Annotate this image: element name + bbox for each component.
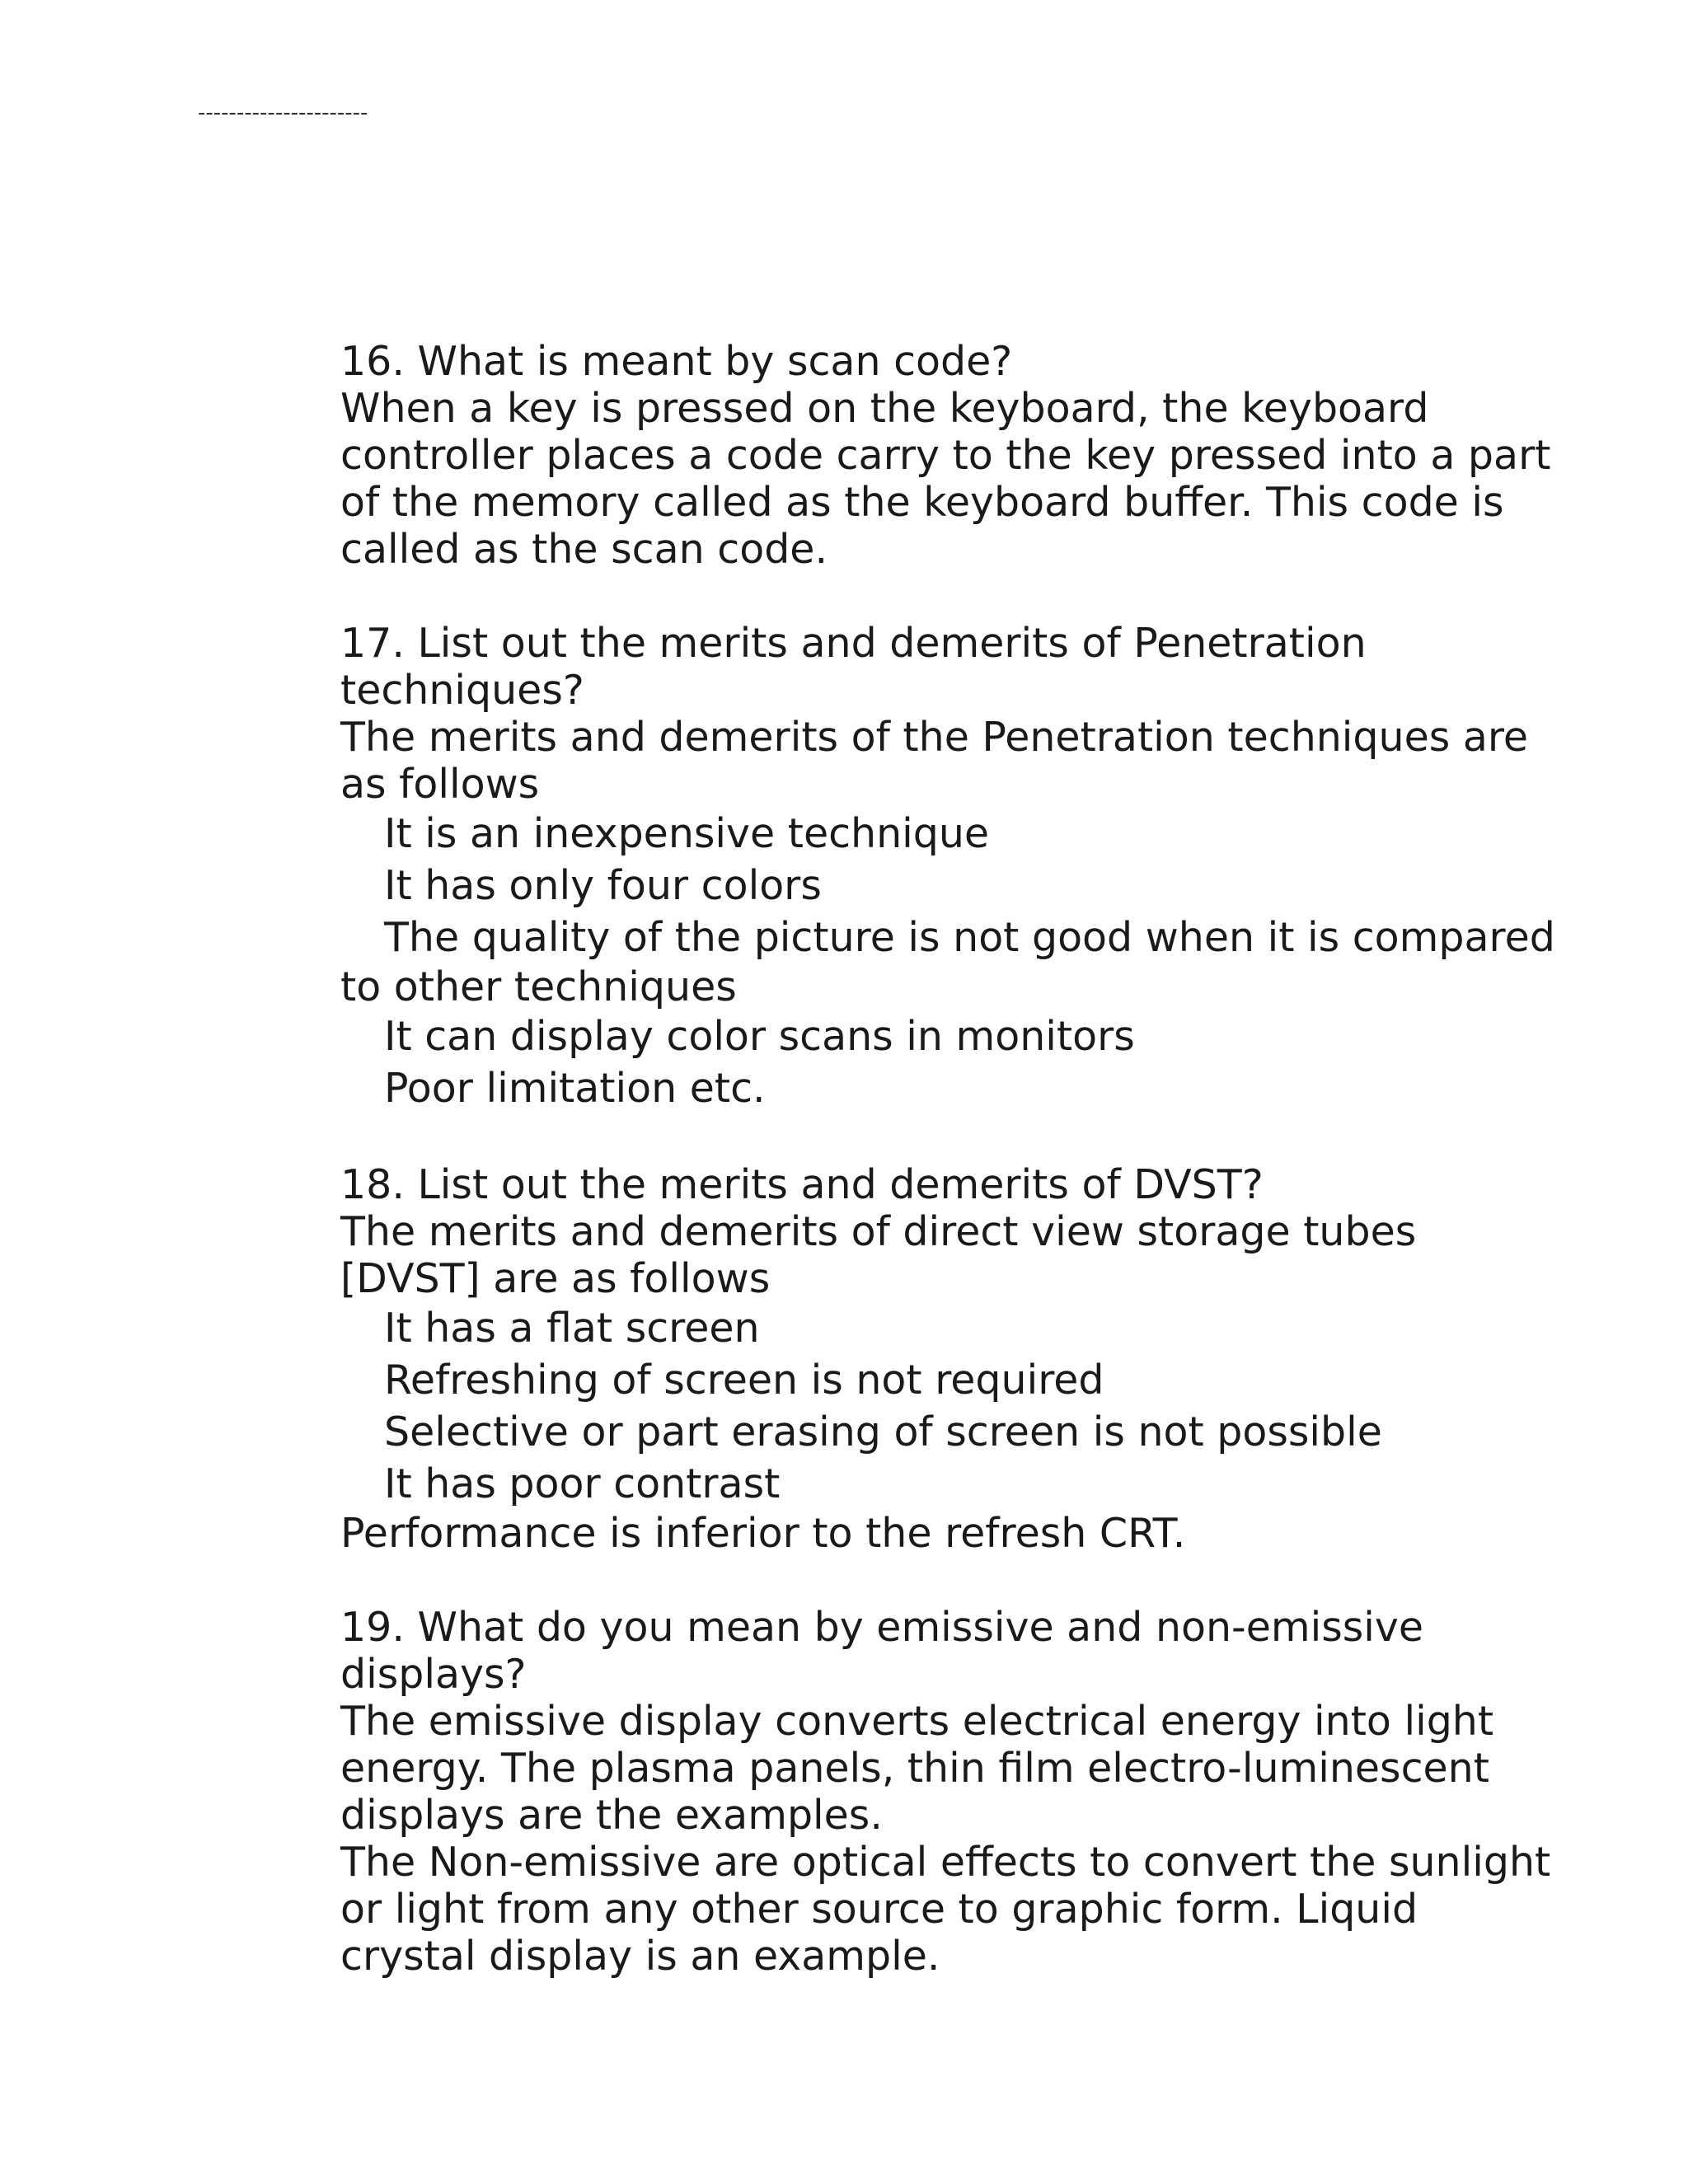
list-item: It has a flat screen [384,1305,760,1352]
answer-line: of the memory called as the keyboard buffer. This code is [340,479,1504,526]
header-rule: ---------------------- [198,101,368,125]
answer-line: [DVST] are as follows [340,1255,771,1302]
answer-line: as follows [340,761,540,808]
list-item: It has poor contrast [384,1460,781,1507]
section-18 [340,1161,1577,1557]
question-17: 17. List out the merits and demerits of Penetration [340,620,1367,667]
list-item-cont: to other techniques [340,963,737,1010]
answer-line: controller places a code carry to the key pressed into a part [340,432,1551,479]
question-19: 19. What do you mean by emissive and non-emissive [340,1604,1424,1651]
question-17-cont: techniques? [340,667,584,714]
answer-line: The merits and demerits of the Penetration techniques are [340,714,1529,761]
answer-line: The emissive display converts electrical energy into light [340,1698,1494,1745]
answer-line: called as the scan code. [340,526,828,573]
list-item: Poor limitation etc. [384,1065,766,1112]
list-item: The quality of the picture is not good when it is compared [384,914,1555,961]
question-18: 18. List out the merits and demerits of DVST? [340,1161,1264,1208]
list-item: Selective or part erasing of screen is not possible [384,1408,1382,1455]
section-17 [340,620,1577,1114]
closing-line: Performance is inferior to the refresh CRT. [340,1510,1186,1557]
document-body [340,338,1577,2027]
question-19-cont: displays? [340,1651,527,1698]
list-item: It can display color scans in monitors [384,1013,1135,1060]
answer-line: When a key is pressed on the keyboard, the keyboard [340,385,1429,432]
answer-line: crystal display is an example. [340,1933,940,1980]
question-16: 16. What is meant by scan code? [340,338,1013,385]
list-item: It has only four colors [384,862,822,909]
section-19 [340,1604,1577,1980]
answer-line: energy. The plasma panels, thin film electro-luminescent [340,1745,1489,1792]
answer-line: or light from any other source to graphic form. Liquid [340,1886,1418,1933]
list-item: Refreshing of screen is not required [384,1357,1104,1404]
answer-line: displays are the examples. [340,1792,883,1839]
list-item: It is an inexpensive technique [384,810,990,857]
section-16 [340,338,1577,573]
answer-line: The Non-emissive are optical effects to convert the sunlight [340,1839,1551,1886]
answer-line: The merits and demerits of direct view storage tubes [340,1208,1417,1255]
